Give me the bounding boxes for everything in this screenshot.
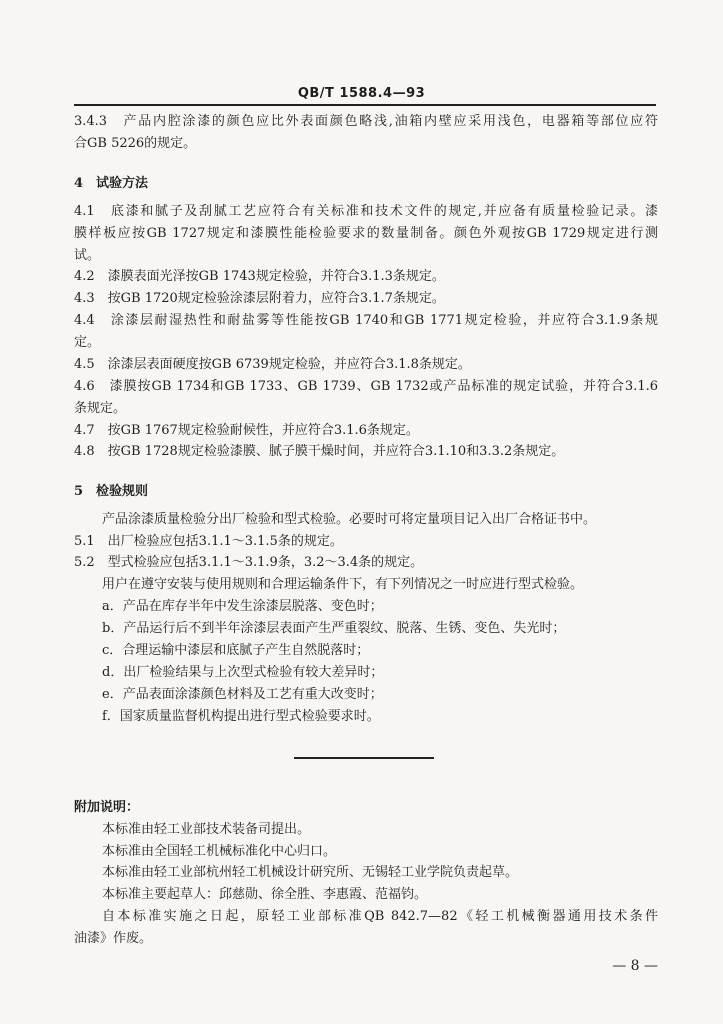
conditions-intro: 用户在遵守安装与使用规则和合理运输条件下，有下列情况之一时应进行型式检验。 [102, 577, 584, 592]
condition-item: b．产品运行后不到半年涂漆层表面产生严重裂纹、脱落、生锈、变色、失光时； [102, 621, 566, 636]
condition-item: e．产品表面涂漆颜色材料及工艺有重大改变时； [102, 687, 383, 702]
clause-4-4-line-2: 定。 [74, 335, 101, 350]
clause-3-4-3-line-1: 3.4.3 产品内腔涂漆的颜色应比外表面颜色略浅,油箱内壁应采用浅色，电器箱等部位应符 [74, 114, 658, 129]
clause-4-3: 4.3 按GB 1720规定检验涂漆层附着力，应符合3.1.7条规定。 [74, 291, 445, 306]
condition-item: f．国家质量监督机构提出进行型式检验要求时。 [102, 709, 380, 724]
section-5-title: 5 检验规则 [74, 484, 149, 499]
header-rule [74, 104, 656, 106]
clause-4-8: 4.8 按GB 1728规定检验漆膜、腻子膜干燥时间，并应符合3.1.10和3.3.2条规定。 [74, 444, 565, 459]
additional-note-line: 本标准由轻工业部杭州轻工机械设计研究所、无锡轻工业学院负责起草。 [102, 865, 519, 880]
standard-code-header: QB/T 1588.4—93 [297, 86, 426, 101]
clause-4-1-line-3: 试。 [74, 248, 101, 263]
condition-item: d．出厂检验结果与上次型式检验有较大差异时； [102, 665, 384, 680]
clause-4-1-line-1: 4.1 底漆和腻子及刮腻工艺应符合有关标准和技术文件的规定,并应备有质量检验记录。漆 [74, 204, 658, 219]
condition-item: a．产品在库存半年中发生涂漆层脱落、变色时； [102, 599, 383, 614]
additional-notes-title: 附加说明： [74, 800, 140, 815]
clause-4-2: 4.2 漆膜表面光泽按GB 1743规定检验，并符合3.1.3条规定。 [74, 269, 445, 284]
section-5-intro: 产品涂漆质量检验分出厂检验和型式检验。必要时可将定量项目记入出厂合格证书中。 [102, 512, 597, 527]
supersession-note-line-2: 油漆》作废。 [74, 931, 153, 946]
page-number: — 8 — [612, 958, 658, 974]
clause-4-5: 4.5 涂漆层表面硬度按GB 6739规定检验，并应符合3.1.8条规定。 [74, 357, 471, 372]
section-separator [294, 757, 434, 759]
clause-5-1: 5.1 出厂检验应包括3.1.1～3.1.5条的规定。 [74, 534, 343, 549]
additional-note-line: 本标准由全国轻工机械标准化中心归口。 [102, 844, 337, 859]
clause-4-6-line-1: 4.6 漆膜按GB 1734和GB 1733、GB 1739、GB 1732或产品标准的规定试验，并符合3.1.6 [74, 379, 658, 394]
clause-4-6-line-2: 条规定。 [74, 401, 127, 416]
additional-note-line: 本标准由轻工业部技术装备司提出。 [102, 822, 311, 837]
condition-item: c．合理运输中漆层和底腻子产生自然脱落时； [102, 643, 370, 658]
clause-4-4-line-1: 4.4 涂漆层耐湿热性和耐盐雾等性能按GB 1740和GB 1771规定检验，并应符合3.1.9条规 [74, 313, 658, 328]
additional-note-line: 本标准主要起草人：邱慈勋、徐全胜、李惠霞、范福钧。 [102, 887, 428, 902]
clause-5-2: 5.2 型式检验应包括3.1.1～3.1.9条，3.2～3.4条的规定。 [74, 555, 424, 570]
supersession-note-line-1: 自本标准实施之日起，原轻工业部标准QB 842.7—82《轻工机械衡器通用技术条件 [102, 909, 658, 924]
section-4-title: 4 试验方法 [74, 176, 149, 191]
clause-4-7: 4.7 按GB 1767规定检验耐候性，并应符合3.1.6条规定。 [74, 423, 419, 438]
clause-4-1-line-2: 膜样板应按GB 1727规定和漆膜性能检验要求的数量制备。颜色外观按GB 1729规定进行测 [74, 226, 658, 241]
clause-3-4-3-line-2: 合GB 5226的规定。 [74, 136, 197, 151]
